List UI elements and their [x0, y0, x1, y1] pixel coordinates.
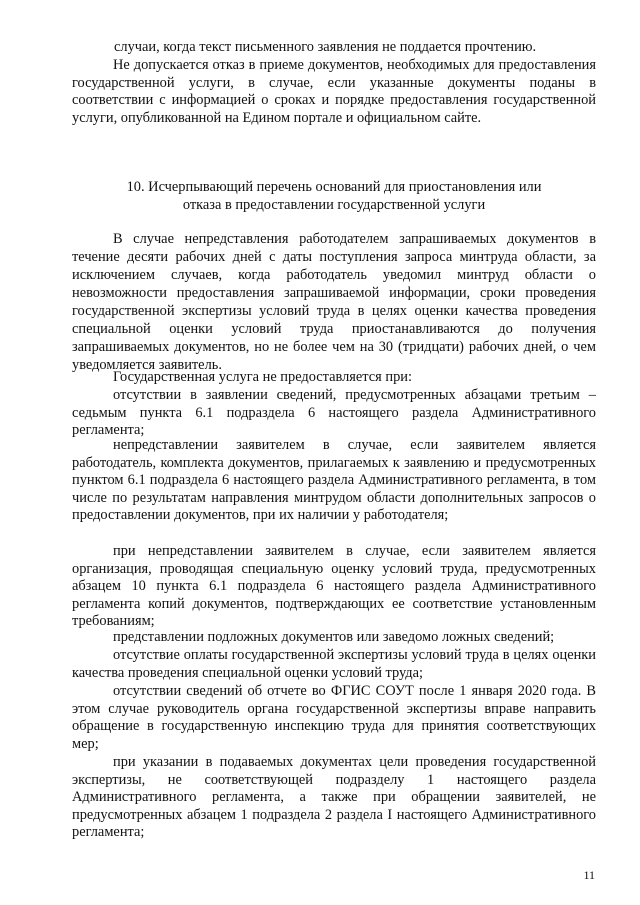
list-item-organization-documents: при непредставлении заявителем в случае, если заявителем является организация, проводящая специальную оценку условий труда, предусмотренных абзацем 10 пункта 6.1 подраздела 6 настоящего раздела Административного регламента копий документов, подтверждающих ее соответствие установленным требованиям; — [72, 543, 596, 630]
list-item-missing-info: отсутствии в заявлении сведений, предусмотренных абзацами третьим – седьмым пункта 6.1 подраздела 6 настоящего раздела Административного регламента; — [72, 387, 596, 439]
list-item-employer-documents: непредставлении заявителем в случае, если заявителем является работодатель, комплекта документов, прилагаемых к заявлению и предусмотренных пунктом 6.1 подраздела 6 настоящего раздела Административного регламента, в том числе по результатам направления минтрудом области дополнительных запросов о предоставлении документов, при их наличии у работодателя; — [72, 437, 596, 524]
list-item-wrong-purpose: при указании в подаваемых документах цели проведения государственной экспертизы, не соответствующей подразделу 1 настоящего раздела Административного регламента, а также при обращении заявителей, не предусмотренных абзацем 1 подраздела 2 раздела I настоящего Административного регламента; — [72, 754, 596, 841]
page-number: 11 — [583, 868, 595, 882]
paragraph-no-refusal: Не допускается отказ в приеме документов, необходимых для предоставления государственной услуги, в случае, если указанные документы поданы в соответствии с информацией о сроках и порядке предоставления государственной услуги, опубликованной на Едином портале и официальном сайте. — [72, 57, 596, 126]
list-item-forged-documents: представлении подложных документов или заведомо ложных сведений; — [113, 629, 555, 645]
paragraph-not-provided-intro: Государственная услуга не предоставляется при: — [113, 369, 412, 385]
list-item-no-payment: отсутствие оплаты государственной экспертизы условий труда в целях оценки качества проведения специальной оценки условий труда; — [72, 647, 596, 681]
paragraph-suspension: В случае непредставления работодателем запрашиваемых документов в течение десяти рабочих дней с даты поступления запроса минтруда области, за исключением случаев, когда работодатель уведомил минтруд области о невозможности предоставления запрашиваемой информации, сроки проведения государственной экспертизы условий труда в целях оценки качества проведения специальной оценки условий труда приостанавливаются до получения запрашиваемых документов, но не более чем на 30 (тридцати) рабочих дней, о чем уведомляется заявитель. — [72, 231, 596, 373]
paragraph-continuation: случаи, когда текст письменного заявления не поддается прочтению. — [114, 39, 537, 55]
section-title-line1: 10. Исчерпывающий перечень оснований для приостановления или — [126, 179, 542, 195]
section-title-line2: отказа в предоставлении государственной услуги — [182, 197, 486, 213]
list-item-no-fgis-report: отсутствии сведений об отчете во ФГИС СОУТ после 1 января 2020 года. В этом случае руководитель органа государственной экспертизы вправе направить обращение в государственную инспекцию труда для принятия соответствующих мер; — [72, 683, 596, 752]
